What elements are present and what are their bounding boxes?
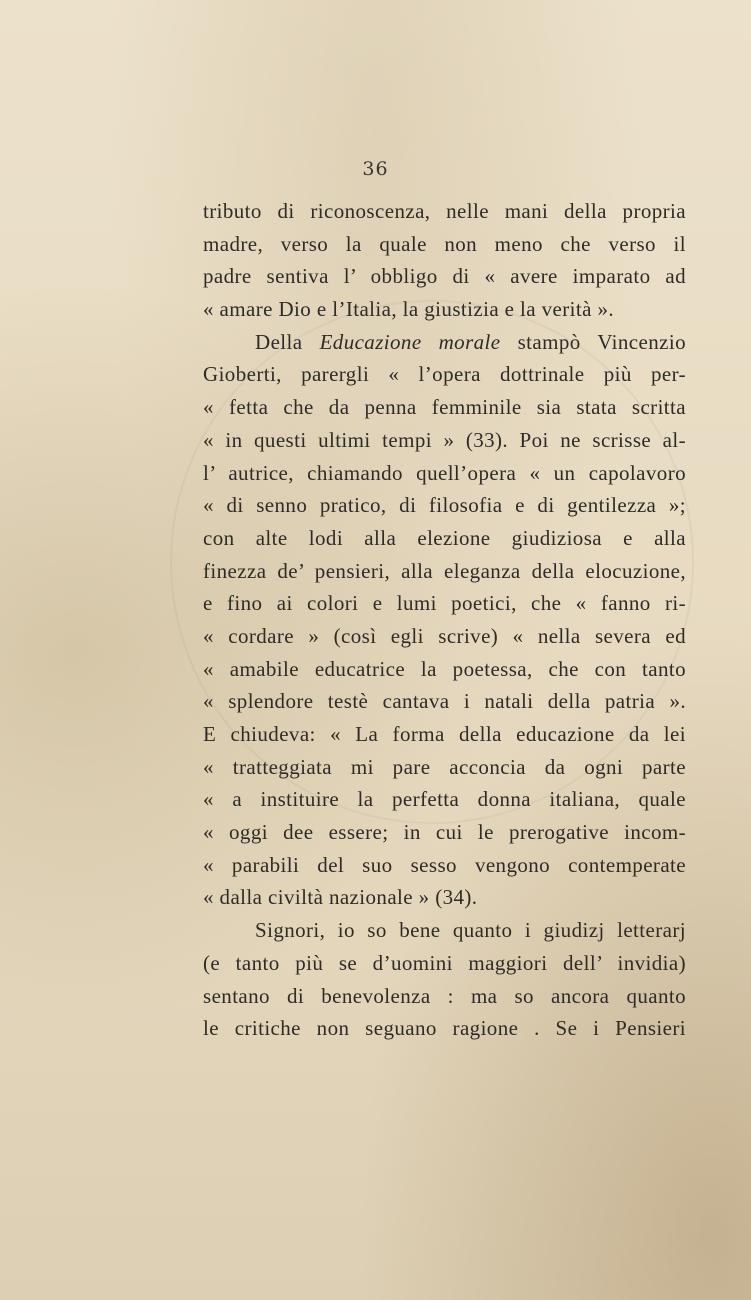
text-line: « a instituire la perfetta donna italiana, quale [203,787,686,812]
text-line: « in questi ultimi tempi » (33). Poi ne scrisse al- [203,427,686,452]
text-line: « parabili del suo sesso vengono contemperate [203,852,686,877]
text-line: e fino ai colori e lumi poetici, che « fanno ri- [203,591,686,616]
text-line: finezza de’ pensieri, alla eleganza della elocuzione, [203,558,686,583]
text-line: E chiudeva: « La forma della educazione da lei [203,722,686,746]
text-line: Signori, io so bene quanto i giudizj letterarj [255,918,686,943]
text-line-with-title [203,326,686,359]
text-line: sentano di benevolenza : ma so ancora quanto [203,983,686,1008]
text-line: « fetta che da penna femminile sia stata scritta [203,395,686,420]
text-line: (e tanto più se d’uomini maggiori dell’ invidia) [203,950,686,975]
text-line: tributo di riconoscenza, nelle mani della propria [203,199,686,223]
text-line: « oggi dee essere; in cui le prerogative incom- [203,820,686,845]
text-line: « di senno pratico, di filosofia e di gentilezza »; [203,493,686,518]
text-line: « cordare » (così egli scrive) « nella severa ed [203,623,686,648]
text-line: madre, verso la quale non meno che verso il [203,231,686,256]
text-run: Della [255,329,320,354]
text-line: « dalla civiltà nazionale » (34). [203,885,478,910]
text-line: l’ autrice, chiamando quell’opera « un capolavoro [203,460,686,485]
text-line: « tratteggiata mi pare acconcia da ogni parte [203,754,686,779]
text-line: « splendore testè cantava i natali della patria ». [203,689,686,714]
text-line: Gioberti, parergli « l’opera dottrinale più per- [203,362,686,387]
book-title: Educazione morale [319,329,501,354]
text-line: con alte lodi alla elezione giudiziosa e alla [203,525,686,550]
text-line: « amare Dio e l’Italia, la giustizia e la verità ». [203,297,615,322]
text-line: le critiche non seguano ragione . Se i Pensieri [203,1016,686,1041]
page-number: 36 [362,158,389,180]
text-line: padre sentiva l’ obbligo di « avere imparato ad [203,264,686,289]
text-run: stampò Vincenzio [500,329,686,354]
text-line: « amabile educatrice la poetessa, che con tanto [203,656,686,681]
body-text [203,195,686,1045]
